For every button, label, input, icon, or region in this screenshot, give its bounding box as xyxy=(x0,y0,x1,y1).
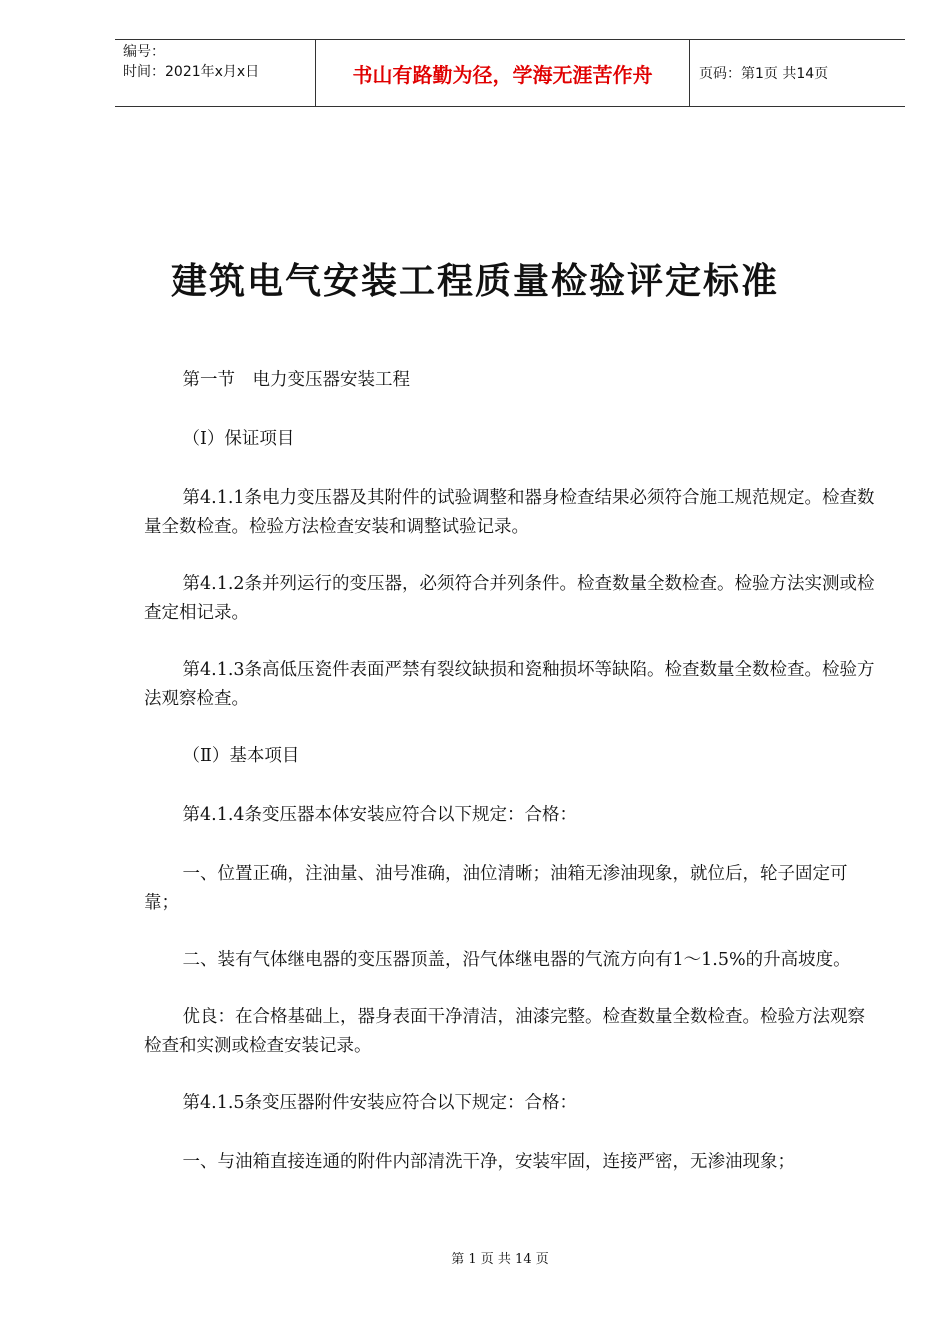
document-body xyxy=(144,366,876,1205)
clause-paragraph: 第4.1.5条变压器附件安装应符合以下规定：合格： xyxy=(182,1093,578,1113)
document-title: 建筑电气安装工程质量检验评定标准 xyxy=(170,261,779,302)
subsection-heading: （Ⅰ）保证项目 xyxy=(182,429,295,449)
section-heading: 第一节 电力变压器安装工程 xyxy=(182,370,410,390)
document-number-label: 编号： xyxy=(123,44,165,60)
clause-paragraph: 第4.1.1条电力变压器及其附件的试验调整和器身检查结果必须符合施工规范规定。检查数量全数检查。检验方法检查安装和调整试验记录。 xyxy=(144,488,875,537)
clause-paragraph: 优良：在合格基础上，器身表面干净清洁，油漆完整。检查数量全数检查。检验方法观察检查和实测或检查安装记录。 xyxy=(144,1007,865,1056)
page-header xyxy=(115,39,905,107)
subsection-heading: （Ⅱ）基本项目 xyxy=(182,746,300,766)
header-motto: 书山有路勤为径，学海无涯苦作舟 xyxy=(316,40,690,106)
clause-item: 一、位置正确，注油量、油号准确，油位清晰；油箱无渗油现象，就位后，轮子固定可靠； xyxy=(144,864,848,913)
clause-item: 二、装有气体继电器的变压器顶盖，沿气体继电器的气流方向有1～1.5%的升高坡度。 xyxy=(182,950,851,970)
header-page-info: 页码：第1页 共14页 xyxy=(699,66,829,82)
document-time: 时间：2021年x月x日 xyxy=(123,64,260,80)
clause-paragraph: 第4.1.4条变压器本体安装应符合以下规定：合格： xyxy=(182,805,578,825)
clause-item: 一、与油箱直接连通的附件内部清洗干净，安装牢固，连接严密，无渗油现象； xyxy=(182,1152,795,1172)
page-footer: 第 1 页 共 14 页 xyxy=(451,1252,549,1267)
clause-paragraph: 第4.1.3条高低压瓷件表面严禁有裂纹缺损和瓷釉损坏等缺陷。检查数量全数检查。检验方法观察检查。 xyxy=(144,660,875,709)
header-meta xyxy=(115,40,316,106)
clause-paragraph: 第4.1.2条并列运行的变压器，必须符合并列条件。检查数量全数检查。检验方法实测或检查定相记录。 xyxy=(144,574,875,623)
